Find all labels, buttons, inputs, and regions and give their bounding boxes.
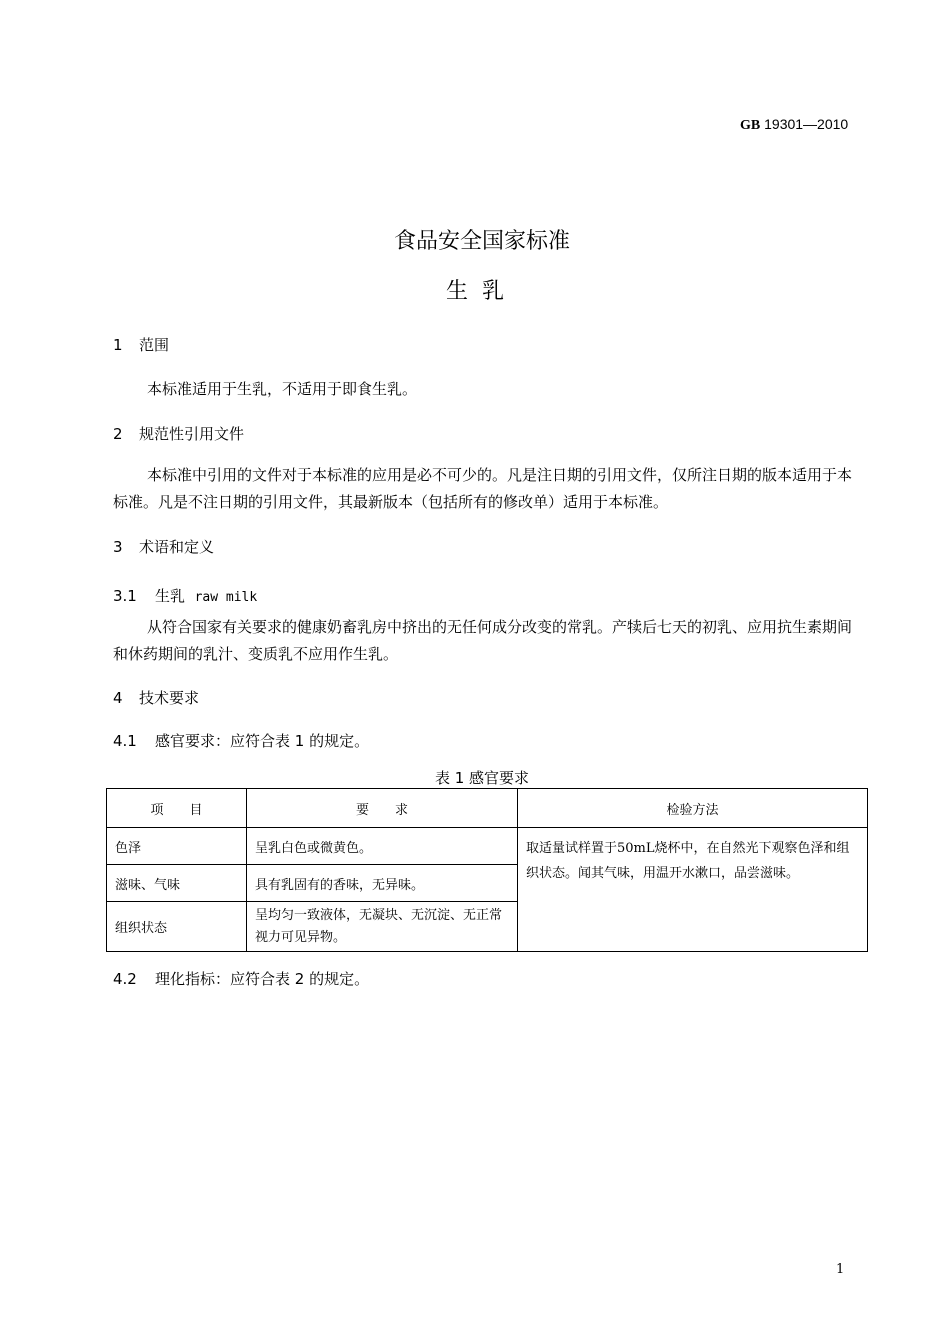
standard-number [740,116,848,134]
section-title: 术语和定义 [139,538,215,556]
section-number: 3.1 [113,587,137,605]
column-header-method: 检验方法 [518,789,868,828]
item-cell: 滋味、气味 [107,865,247,902]
section-number: 4.1 [113,732,137,750]
table-row [107,828,868,865]
column-header-requirement: 要 求 [247,789,518,828]
section-title: 生乳 [155,587,186,605]
std-code: 19301—2010 [764,116,849,132]
section-title: 技术要求 [139,689,200,707]
section-2-text: 本标准中引用的文件对于本标准的应用是必不可少的。凡是注日期的引用文件，仅所注日期的版本适用于本标准。凡是不注日期的引用文件，其最新版本（包括所有的修改单）适用于本标准。 [113,466,853,511]
section-title: 感官要求：应符合表 1 的规定。 [155,732,370,750]
section-number: 2 [113,425,123,443]
column-header-item: 项 目 [107,789,247,828]
section-number: 3 [113,538,123,556]
method-cell: 取适量试样置于50mL烧杯中，在自然光下观察色泽和组织状态。闻其气味，用温开水漱口，品尝滋味。 [518,828,868,952]
section-1-heading [113,334,169,355]
sensory-requirements-table [106,788,868,952]
item-cell: 组织状态 [107,902,247,952]
section-number: 4.2 [113,970,137,988]
section-number: 4 [113,689,123,707]
section-1-text: 本标准适用于生乳，不适用于即食生乳。 [147,380,418,398]
section-title-english: raw milk [194,590,258,605]
requirement-cell: 呈均匀一致液体，无凝块、无沉淀、无正常视力可见异物。 [247,902,518,952]
section-4-1-heading [113,730,369,751]
section-3-1-heading [113,585,257,606]
requirement-cell: 具有乳固有的香味，无异味。 [247,865,518,902]
section-4-heading [113,687,199,708]
document-title: 食品安全国家标准 [393,229,570,254]
section-3-1-text: 从符合国家有关要求的健康奶畜乳房中挤出的无任何成分改变的常乳。产犊后七天的初乳、应用抗生素期间和休药期间的乳汁、变质乳不应用作生乳。 [113,618,853,663]
table-1-caption: 表 1 感官要求 [434,769,530,787]
section-title: 规范性引用文件 [139,425,245,443]
table-header-row [107,789,868,828]
section-title: 理化指标：应符合表 2 的规定。 [155,970,370,988]
section-2-heading [113,423,244,444]
page-number: 1 [836,1262,845,1277]
item-cell: 色泽 [107,828,247,865]
section-number: 1 [113,336,123,354]
requirement-cell: 呈乳白色或微黄色。 [247,828,518,865]
section-title: 范围 [139,336,170,354]
section-3-heading [113,536,214,557]
section-4-2-heading [113,968,369,989]
document-subtitle: 生乳 [445,279,518,304]
std-prefix: GB [740,118,761,133]
